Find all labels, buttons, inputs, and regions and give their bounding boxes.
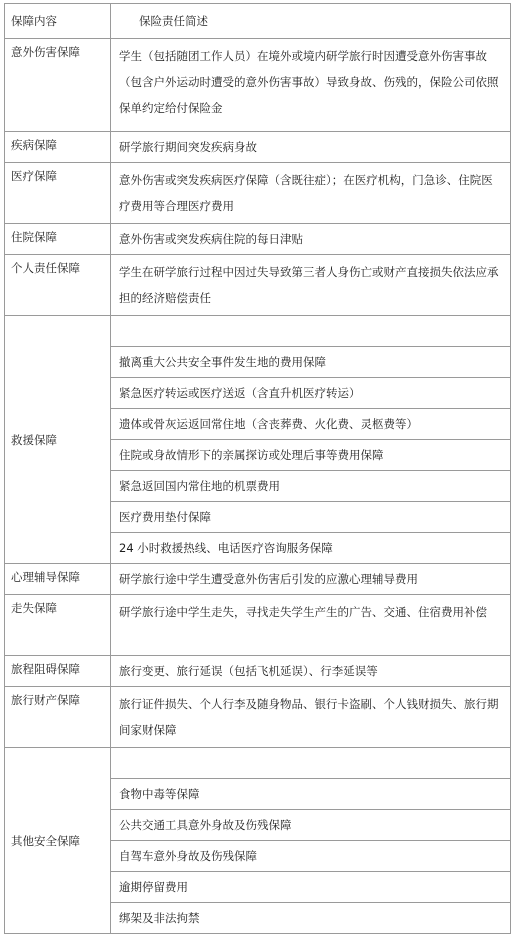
sub-item-cell: 公共交通工具意外身故及伤残保障 [111,810,511,841]
sub-item-cell: 食物中毒等保障 [111,779,511,810]
sub-item-cell: 自驾车意外身故及伤残保障 [111,841,511,872]
category-cell: 走失保障 [5,595,111,656]
description-cell: 旅行变更、旅行延误（包括飞机延误）、行李延误等 [111,656,511,687]
category-cell: 其他安全保障 [5,748,111,934]
table-row [5,564,511,595]
description-cell: 学生在研学旅行过程中因过失导致第三者人身伤亡或财产直接损失依法应承担的经济赔偿责任 [111,255,511,316]
table-row [5,316,511,347]
table-row [5,39,511,132]
sub-item-cell: 紧急医疗转运或医疗送返（含直升机医疗转运） [111,378,511,409]
table-row [5,132,511,163]
header-coverage: 保障内容 [5,4,111,39]
table-row [5,687,511,748]
description-cell: 学生（包括随团工作人员）在境外或境内研学旅行时因遭受意外伤害事故（包含户外运动时遭受的意外伤害事故）导致身故、伤残的，保险公司依照保单约定给付保险金 [111,39,511,132]
description-cell [111,748,511,779]
table-row [5,224,511,255]
table-row [5,656,511,687]
category-cell: 医疗保障 [5,163,111,224]
sub-item-cell: 逾期停留费用 [111,872,511,903]
category-cell: 个人责任保障 [5,255,111,316]
description-cell: 意外伤害或突发疾病医疗保障（含既往症）；在医疗机构，门急诊、住院医疗费用等合理医疗费用 [111,163,511,224]
description-cell [111,316,511,347]
description-cell: 研学旅行途中学生走失，寻找走失学生产生的广告、交通、住宿费用补偿 [111,595,511,656]
category-cell: 旅程阻碍保障 [5,656,111,687]
sub-item-cell: 住院或身故情形下的亲属探访或处理后事等费用保障 [111,440,511,471]
sub-item-cell: 医疗费用垫付保障 [111,502,511,533]
sub-item-cell: 24 小时救援热线、电话医疗咨询服务保障 [111,533,511,564]
category-cell: 心理辅导保障 [5,564,111,595]
description-cell: 研学旅行期间突发疾病身故 [111,132,511,163]
category-cell: 救援保障 [5,316,111,564]
table-row [5,595,511,656]
category-cell: 意外伤害保障 [5,39,111,132]
sub-item-cell: 绑架及非法拘禁 [111,903,511,934]
category-cell: 住院保障 [5,224,111,255]
description-cell: 研学旅行途中学生遭受意外伤害后引发的应激心理辅导费用 [111,564,511,595]
sub-item-cell: 紧急返回国内常住地的机票费用 [111,471,511,502]
header-description: 保险责任简述 [111,4,511,39]
sub-item-cell: 撤离重大公共安全事件发生地的费用保障 [111,347,511,378]
table-row [5,748,511,779]
table-row [5,163,511,224]
coverage-table [4,3,511,934]
category-cell: 疾病保障 [5,132,111,163]
table-header-row [5,4,511,39]
description-cell: 意外伤害或突发疾病住院的每日津贴 [111,224,511,255]
sub-item-cell: 遗体或骨灰运返回常住地（含丧葬费、火化费、灵柩费等） [111,409,511,440]
table-row [5,255,511,316]
category-cell: 旅行财产保障 [5,687,111,748]
description-cell: 旅行证件损失、个人行李及随身物品、银行卡盗刷、个人钱财损失、旅行期间家财保障 [111,687,511,748]
